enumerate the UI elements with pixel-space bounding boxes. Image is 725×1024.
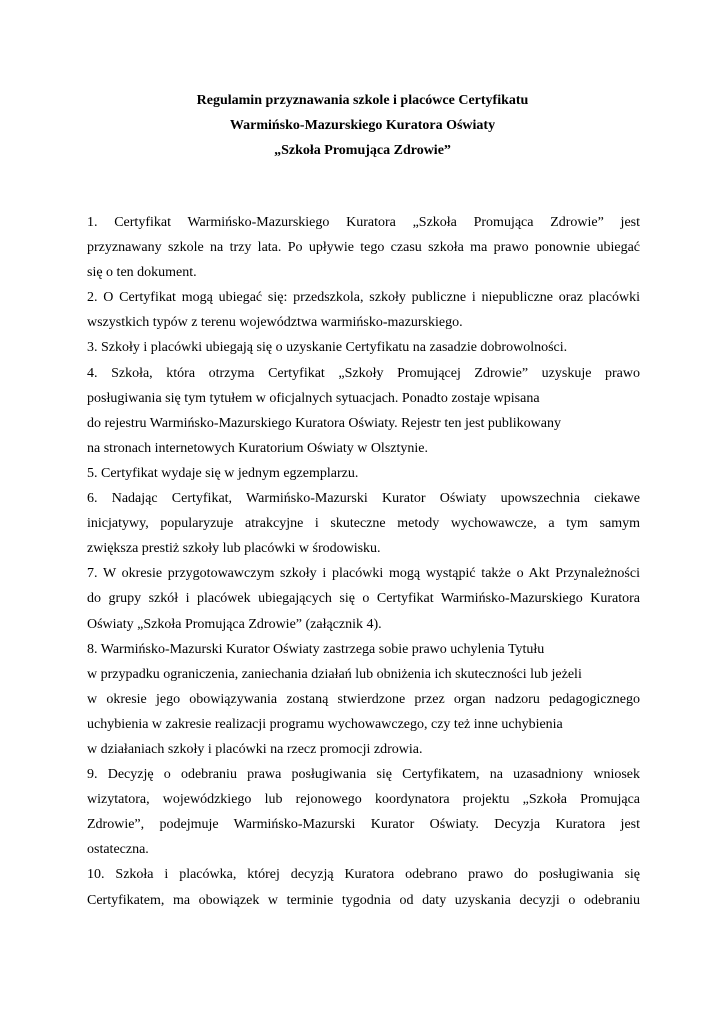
paragraph-line: w działaniach szkoły i placówki na rzecz promocji zdrowia. (87, 741, 423, 757)
paragraph-line: 4. Szkoła, która otrzyma Certyfikat „Szkoły Promującej Zdrowie” uzyskuje prawo (87, 365, 640, 381)
paragraph-line: Oświaty „Szkoła Promująca Zdrowie” (załącznik 4). (87, 616, 382, 632)
paragraph-line: 2. O Certyfikat mogą ubiegać się: przedszkola, szkoły publiczne i niepubliczne oraz placówki (87, 290, 640, 306)
paragraph-line: 7. W okresie przygotowawczym szkoły i placówki mogą wystąpić także o Akt Przynależności (87, 566, 640, 582)
paragraph-line: 5. Certyfikat wydaje się w jednym egzemplarzu. (87, 465, 359, 481)
paragraph-line: zwiększa prestiż szkoły lub placówki w środowisku. (87, 541, 381, 557)
paragraph-line: się o ten dokument. (87, 265, 197, 281)
paragraph-line: przyznawany szkole na trzy lata. Po upływie tego czasu szkoła ma prawo ponownie ubiegać (87, 240, 640, 256)
paragraph-line: 10. Szkoła i placówka, której decyzją Kuratora odebrano prawo do posługiwania się (87, 867, 640, 883)
paragraph-line: 6. Nadając Certyfikat, Warmińsko-Mazurski Kurator Oświaty upowszechnia ciekawe (87, 491, 640, 507)
paragraph-line: 3. Szkoły i placówki ubiegają się o uzyskanie Certyfikatu na zasadzie dobrowolności. (87, 340, 568, 356)
paragraph-line: 1. Certyfikat Warmińsko-Mazurskiego Kuratora „Szkoła Promująca Zdrowie” jest (87, 215, 640, 230)
paragraph-line: 8. Warmińsko-Mazurski Kurator Oświaty zastrzega sobie prawo uchylenia Tytułu (87, 641, 545, 657)
paragraph-line: posługiwania się tym tytułem w oficjalnych sytuacjach. Ponadto zostaje wpisana (87, 390, 540, 406)
title-line: Regulamin przyznawania szkole i placówce Certyfikatu (196, 93, 529, 108)
paragraph-line: w przypadku ograniczenia, zaniechania działań lub obniżenia ich skuteczności lub jeżeli (87, 666, 582, 682)
document-body (87, 210, 640, 913)
paragraph-line: wizytatora, wojewódzkiego lub rejonowego koordynatora projektu „Szkoła Promująca (87, 792, 640, 808)
document-title (0, 88, 725, 163)
paragraph-line: do rejestru Warmińsko-Mazurskiego Kuratora Oświaty. Rejestr ten jest publikowany (87, 415, 561, 431)
title-line: Warmińsko-Mazurskiego Kuratora Oświaty (229, 118, 496, 133)
paragraph-line: 9. Decyzję o odebraniu prawa posługiwania się Certyfikatem, na uzasadniony wniosek (87, 767, 640, 783)
paragraph-line: Certyfikatem, ma obowiązek w terminie tygodnia od daty uzyskania decyzji o odebraniu (87, 892, 640, 908)
paragraph-line: do grupy szkół i placówek ubiegających się o Certyfikat Warmińsko-Mazurskiego Kuratora (87, 591, 640, 607)
title-line: „Szkoła Promująca Zdrowie” (274, 143, 451, 158)
paragraph-line: na stronach internetowych Kuratorium Oświaty w Olsztynie. (87, 440, 428, 456)
paragraph-line: Zdrowie”, podejmuje Warmińsko-Mazurski Kurator Oświaty. Decyzja Kuratora jest (87, 817, 640, 833)
paragraph-line: uchybienia w zakresie realizacji programu wychowawczego, czy też inne uchybienia (87, 716, 563, 732)
paragraph-line: w okresie jego obowiązywania zostaną stwierdzone przez organ nadzoru pedagogicznego (87, 691, 640, 707)
paragraph-line: inicjatywy, popularyzuje atrakcyjne i skuteczne metody wychowawcze, a tym samym (87, 516, 640, 532)
paragraph-line: wszystkich typów z terenu województwa warmińsko-mazurskiego. (87, 315, 463, 331)
paragraph-line: ostateczna. (87, 842, 149, 858)
